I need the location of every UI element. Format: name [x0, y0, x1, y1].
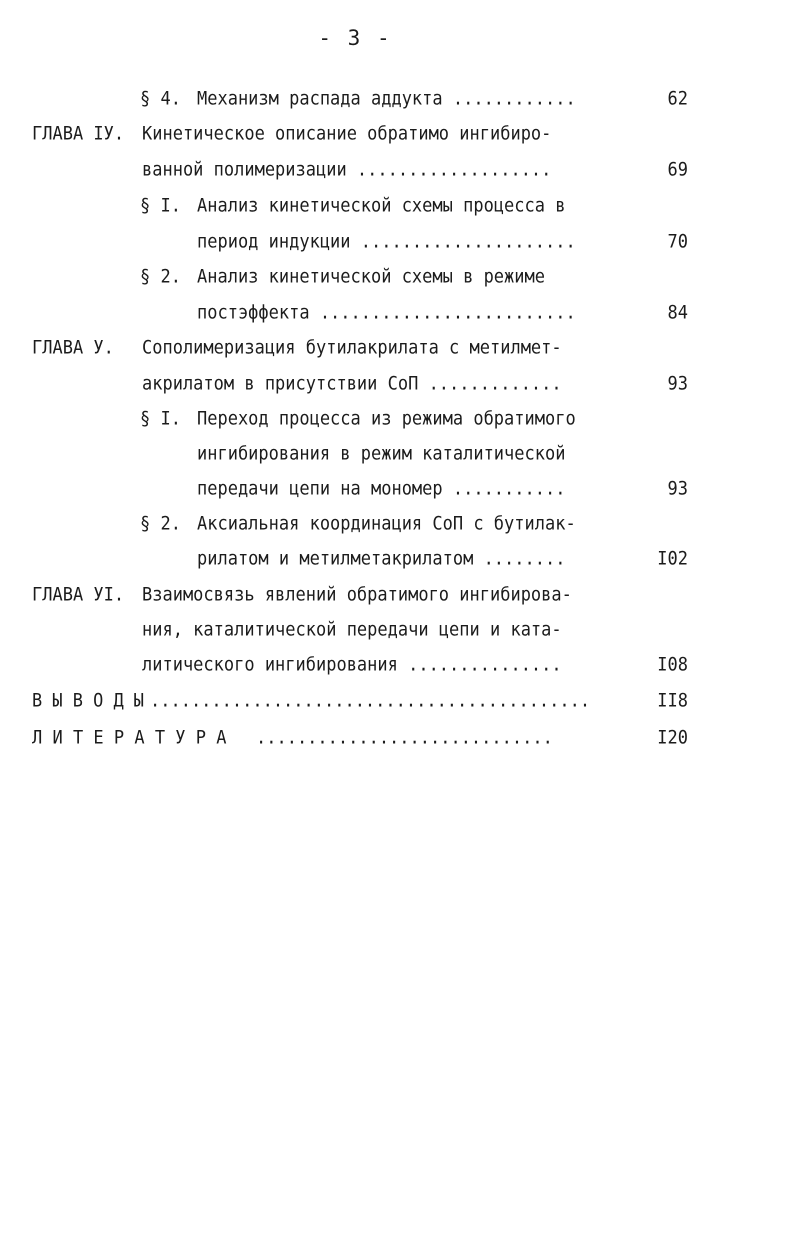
- toc-line-text: Сополимеризация бутилакрилата с метилмет-: [142, 336, 562, 360]
- toc-line: [0, 82, 799, 116]
- toc-line: [0, 437, 799, 471]
- toc-line-text: Аксиальная координация CoП с бутилак-: [197, 512, 576, 536]
- toc-line-text: ...........................................: [150, 689, 591, 713]
- toc-line-label: § 2.: [140, 265, 181, 289]
- toc-line-text: Кинетическое описание обратимо ингибиро-: [142, 122, 552, 146]
- toc-line-label: В Ы В О Д Ы: [32, 689, 144, 713]
- toc-line: [0, 367, 799, 401]
- toc-line-page-number: I08: [657, 653, 688, 677]
- toc-line-text: ния, каталитической передачи цепи и ката-: [142, 618, 562, 642]
- toc-line: [0, 331, 799, 365]
- toc-line: [0, 117, 799, 151]
- toc-line-label: § I.: [140, 194, 181, 218]
- toc-line-text: период индукции .....................: [197, 230, 576, 254]
- toc-line: [0, 225, 799, 259]
- toc-line-text: акрилатом в присутствии CoП .............: [142, 372, 562, 396]
- toc-line-label: § 2.: [140, 512, 181, 536]
- toc-line-text: Механизм распада аддукта ............: [197, 87, 576, 111]
- page-number: - 3 -: [318, 26, 392, 50]
- toc-line-label: ГЛАВА УI.: [32, 583, 125, 607]
- toc-line-page-number: 62: [667, 87, 688, 111]
- toc-line-label: § 4.: [140, 87, 181, 111]
- toc-line-text: Взаимосвязь явлений обратимого ингибирова-: [142, 583, 572, 607]
- toc-line-page-number: 84: [667, 301, 688, 325]
- toc-line-label: ГЛАВА У.: [32, 336, 114, 360]
- toc-line-page-number: 93: [667, 372, 688, 396]
- toc-line: [0, 613, 799, 647]
- toc-line: [0, 542, 799, 576]
- toc-line-label: ГЛАВА IУ.: [32, 122, 125, 146]
- toc-line-label: § I.: [140, 407, 181, 431]
- toc-line: [0, 189, 799, 223]
- toc-line-text: рилатом и метилметакрилатом ........: [197, 547, 566, 571]
- toc-line: [0, 296, 799, 330]
- toc-line: [0, 402, 799, 436]
- toc-line-text: Анализ кинетической схемы в режиме: [197, 265, 545, 289]
- toc-line-text: ингибирования в режим каталитической: [197, 442, 566, 466]
- toc-line-page-number: 70: [667, 230, 688, 254]
- toc-line: [0, 153, 799, 187]
- toc-line-text: постэффекта .........................: [197, 301, 576, 325]
- toc-line: [0, 507, 799, 541]
- toc-line-text: передачи цепи на мономер ...........: [197, 477, 566, 501]
- toc-line: [0, 684, 799, 718]
- toc-line-page-number: II8: [657, 689, 688, 713]
- toc-line-page-number: 69: [667, 158, 688, 182]
- toc-line-page-number: 93: [667, 477, 688, 501]
- toc-line-text: .............................: [256, 726, 553, 750]
- toc-line-text: Анализ кинетической схемы процесса в: [197, 194, 566, 218]
- toc-line-page-number: I02: [657, 547, 688, 571]
- toc-line: [0, 260, 799, 294]
- toc-line-label: Л И Т Е Р А Т У Р А: [32, 726, 227, 750]
- toc-line-text: литического ингибирования ...............: [142, 653, 562, 677]
- toc-line-text: Переход процесса из режима обратимого: [197, 407, 576, 431]
- toc-line: [0, 648, 799, 682]
- toc-line-text: ванной полимеризации ...................: [142, 158, 552, 182]
- toc-line: [0, 472, 799, 506]
- toc-line: [0, 721, 799, 755]
- toc-line: [0, 578, 799, 612]
- toc-line-page-number: I20: [657, 726, 688, 750]
